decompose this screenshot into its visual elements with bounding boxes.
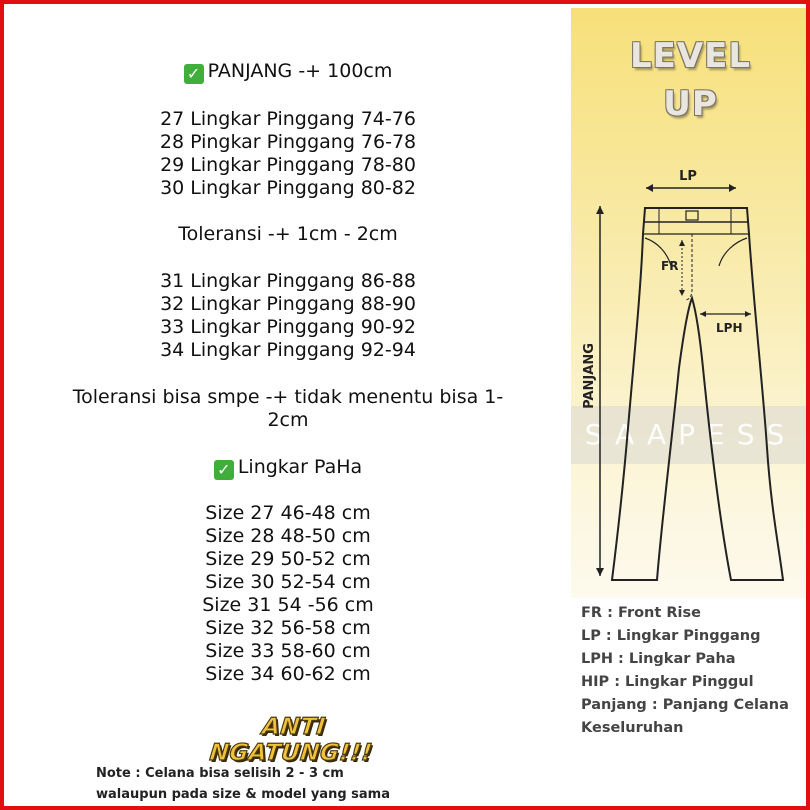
lp-label: LP xyxy=(679,169,697,184)
thigh-size-34: Size 34 60-62 cm xyxy=(205,663,371,685)
waist-line-30: 30 Lingkar Pinggang 80-82 xyxy=(160,177,416,199)
thigh-size-32: Size 32 56-58 cm xyxy=(205,617,371,639)
check-mark-icon: ✓ xyxy=(214,460,234,480)
lp-arrow-left-icon xyxy=(646,184,653,192)
legend-lp: LP : Lingkar Pinggang xyxy=(581,628,761,644)
note-line-2: walaupun pada size & model yang sama xyxy=(96,787,390,802)
waist-line-32: 32 Lingkar Pinggang 88-90 xyxy=(160,293,416,315)
legend-hip: HIP : Lingkar Pinggul xyxy=(581,674,754,690)
thigh-size-29: Size 29 50-52 cm xyxy=(205,548,371,570)
thigh-heading-text: Lingkar PaHa xyxy=(237,456,363,478)
brand-up: UP xyxy=(663,84,718,124)
tolerance-line-2b: 2cm xyxy=(267,409,309,431)
fr-arrow-bottom-icon xyxy=(679,290,685,296)
legend-keseluruhan: Keseluruhan xyxy=(581,720,684,736)
panjang-text: PANJANG -+ 100cm xyxy=(207,60,393,82)
waist-line-34: 34 Lingkar Pinggang 92-94 xyxy=(160,339,416,361)
flare-pants-diagram xyxy=(571,8,810,608)
watermark: SAAPESS xyxy=(571,406,810,464)
note-line-1: Note : Celana bisa selisih 2 - 3 cm xyxy=(96,766,344,781)
size-info-panel xyxy=(8,8,568,810)
fr-label: FR xyxy=(661,259,679,273)
fr-arrow-top-icon xyxy=(679,240,685,246)
pocket-right xyxy=(719,238,747,266)
legend-panjang: Panjang : Panjang Celana xyxy=(581,697,789,713)
diagram-panel xyxy=(571,8,810,810)
fly-stitch xyxy=(685,234,692,300)
lp-arrow-right-icon xyxy=(729,184,736,192)
thigh-size-31: Size 31 54 -56 cm xyxy=(202,594,374,616)
panjang-arrow-bottom-icon xyxy=(596,568,604,576)
tolerance-line-2a: Toleransi bisa smpe -+ tidak menentu bisa 1- xyxy=(72,386,504,408)
waist-line-31: 31 Lingkar Pinggang 86-88 xyxy=(160,270,416,292)
panjang-line xyxy=(8,60,568,84)
brand-level: LEVEL xyxy=(629,36,752,76)
thigh-size-33: Size 33 58-60 cm xyxy=(205,640,371,662)
thigh-size-27: Size 27 46-48 cm xyxy=(205,502,371,524)
panjang-label: PANJANG xyxy=(582,343,597,409)
lph-arrow-right-icon xyxy=(745,311,751,317)
panjang-arrow-top-icon xyxy=(596,206,604,214)
pants-outline xyxy=(612,208,783,580)
legend-lph: LPH : Lingkar Paha xyxy=(581,651,736,667)
thigh-size-30: Size 30 52-54 cm xyxy=(205,571,371,593)
thigh-size-28: Size 28 48-50 cm xyxy=(205,525,371,547)
waist-line-29: 29 Lingkar Pinggang 78-80 xyxy=(160,154,416,176)
lph-arrow-left-icon xyxy=(700,311,706,317)
waist-line-33: 33 Lingkar Pinggang 90-92 xyxy=(160,316,416,338)
legend-fr: FR : Front Rise xyxy=(581,605,701,621)
waist-line-27: 27 Lingkar Pinggang 74-76 xyxy=(160,108,416,130)
anti-ngatung-banner: ANTI NGATUNG!!! xyxy=(208,714,374,766)
waist-line-28: 28 Pingkar Pinggang 76-78 xyxy=(159,131,417,153)
thigh-heading xyxy=(8,456,568,480)
lph-label: LPH xyxy=(716,321,743,335)
tolerance-line-1: Toleransi -+ 1cm - 2cm xyxy=(178,223,398,245)
button-icon xyxy=(686,211,698,220)
check-mark-icon: ✓ xyxy=(184,64,204,84)
